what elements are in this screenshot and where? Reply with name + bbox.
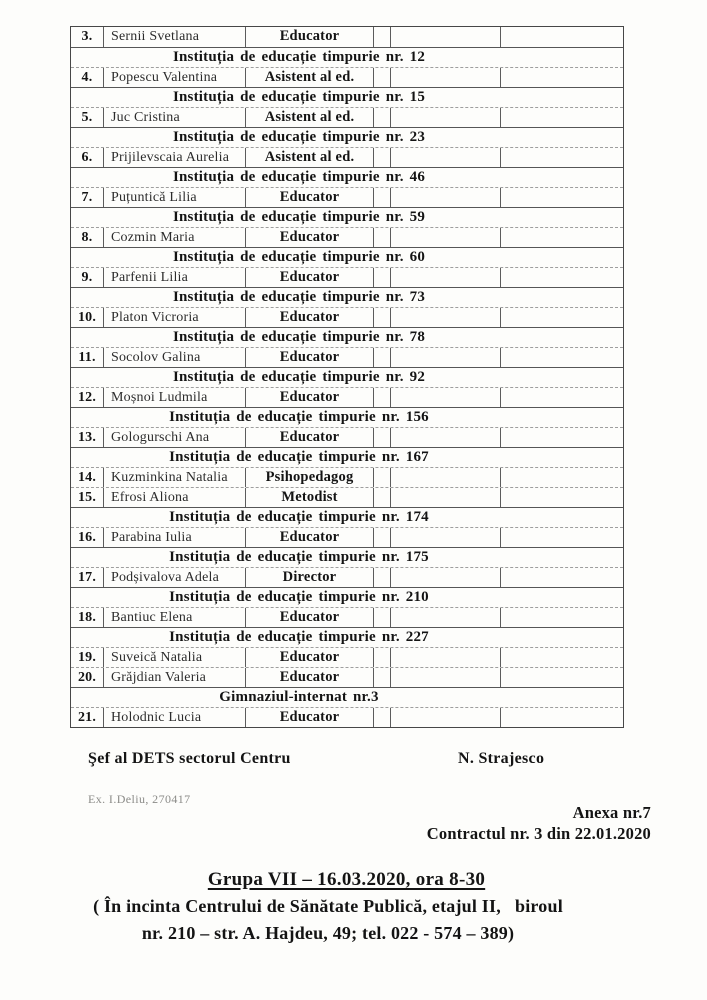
- empty-cell: [501, 468, 623, 487]
- person-position: Educator: [246, 528, 374, 547]
- institution-row: Instituția de educație timpurie nr. 167: [71, 447, 623, 467]
- empty-cell: [374, 708, 391, 727]
- empty-cell: [391, 188, 501, 207]
- empty-cell: [374, 528, 391, 547]
- institution-row: Instituția de educație timpurie nr. 59: [71, 207, 623, 227]
- person-position: Director: [246, 568, 374, 587]
- empty-cell: [391, 668, 501, 687]
- empty-cell: [374, 568, 391, 587]
- empty-cell: [374, 27, 391, 47]
- table-row-person: [71, 147, 623, 167]
- row-number: 12.: [71, 388, 104, 407]
- empty-cell: [391, 228, 501, 247]
- empty-cell: [391, 708, 501, 727]
- row-number: 14.: [71, 468, 104, 487]
- institution-row: Instituția de educație timpurie nr. 78: [71, 327, 623, 347]
- empty-cell: [391, 468, 501, 487]
- empty-cell: [501, 708, 623, 727]
- row-number: 16.: [71, 528, 104, 547]
- empty-cell: [501, 308, 623, 327]
- empty-cell: [501, 608, 623, 627]
- empty-cell: [374, 668, 391, 687]
- empty-cell: [374, 648, 391, 667]
- empty-cell: [391, 648, 501, 667]
- empty-cell: [391, 308, 501, 327]
- empty-cell: [391, 528, 501, 547]
- empty-cell: [374, 188, 391, 207]
- location-line-2: nr. 210 – str. A. Hajdeu, 49; tel. 022 - 574 – 389): [141, 923, 515, 943]
- row-number: 18.: [71, 608, 104, 627]
- person-position: Educator: [246, 27, 374, 47]
- empty-cell: [501, 348, 623, 367]
- empty-cell: [391, 488, 501, 507]
- empty-cell: [501, 528, 623, 547]
- empty-cell: [391, 108, 501, 127]
- empty-cell: [391, 27, 501, 47]
- location-line-1: ( În incinta Centrului de Sănătate Publică, etajul II, biroul: [93, 896, 563, 916]
- institution-row: Instituția de educație timpurie nr. 60: [71, 247, 623, 267]
- row-number: 7.: [71, 188, 104, 207]
- row-number: 19.: [71, 648, 104, 667]
- row-number: 13.: [71, 428, 104, 447]
- institution-row: Instituția de educație timpurie nr. 46: [71, 167, 623, 187]
- empty-cell: [391, 68, 501, 87]
- empty-cell: [374, 148, 391, 167]
- person-position: Educator: [246, 268, 374, 287]
- person-name: Efrosi Aliona: [104, 488, 246, 507]
- empty-cell: [501, 488, 623, 507]
- row-number: 4.: [71, 68, 104, 87]
- empty-cell: [391, 148, 501, 167]
- empty-cell: [501, 148, 623, 167]
- empty-cell: [391, 428, 501, 447]
- empty-cell: [391, 348, 501, 367]
- empty-cell: [374, 308, 391, 327]
- person-name: Popescu Valentina: [104, 68, 246, 87]
- person-position: Educator: [246, 428, 374, 447]
- empty-cell: [501, 268, 623, 287]
- person-position: Educator: [246, 668, 374, 687]
- person-position: Educator: [246, 188, 374, 207]
- empty-cell: [501, 108, 623, 127]
- person-position: Educator: [246, 608, 374, 627]
- row-number: 11.: [71, 348, 104, 367]
- staff-table: [70, 26, 624, 728]
- empty-cell: [374, 388, 391, 407]
- empty-cell: [374, 488, 391, 507]
- row-number: 3.: [71, 27, 104, 47]
- table-row-person: [71, 67, 623, 87]
- person-name: Socolov Galina: [104, 348, 246, 367]
- row-number: 10.: [71, 308, 104, 327]
- empty-cell: [501, 648, 623, 667]
- empty-cell: [391, 268, 501, 287]
- person-position: Educator: [246, 308, 374, 327]
- institution-row: Instituția de educație timpurie nr. 73: [71, 287, 623, 307]
- row-number: 8.: [71, 228, 104, 247]
- person-name: Prijilevscaia Aurelia: [104, 148, 246, 167]
- signature-title: Şef al DETS sectorul Centru: [88, 750, 291, 767]
- empty-cell: [374, 68, 391, 87]
- person-name: Suveică Natalia: [104, 648, 246, 667]
- empty-cell: [501, 68, 623, 87]
- institution-row: Instituția de educație timpurie nr. 23: [71, 127, 623, 147]
- executor-note: Ex. I.Deliu, 270417: [88, 792, 191, 806]
- table-row-person: [71, 467, 623, 487]
- empty-cell: [374, 428, 391, 447]
- empty-cell: [501, 428, 623, 447]
- table-row-person: [71, 347, 623, 367]
- table-row-person: [71, 187, 623, 207]
- table-row-person: [71, 427, 623, 447]
- institution-row: Instituția de educație timpurie nr. 12: [71, 47, 623, 67]
- person-position: Psihopedagog: [246, 468, 374, 487]
- table-row-person: [71, 307, 623, 327]
- annex-block: [427, 802, 651, 844]
- table-row-person: [71, 387, 623, 407]
- person-position: Asistent al ed.: [246, 148, 374, 167]
- empty-cell: [501, 668, 623, 687]
- person-name: Moșnoi Ludmila: [104, 388, 246, 407]
- person-name: Parfenii Lilia: [104, 268, 246, 287]
- empty-cell: [501, 388, 623, 407]
- row-number: 5.: [71, 108, 104, 127]
- group-heading: Grupa VII – 16.03.2020, ora 8-30: [207, 869, 486, 890]
- person-name: Puțuntică Lilia: [104, 188, 246, 207]
- table-row-person: [71, 567, 623, 587]
- institution-row: Instituția de educație timpurie nr. 227: [71, 627, 623, 647]
- annex-label: Anexa nr.7: [572, 803, 651, 822]
- empty-cell: [391, 568, 501, 587]
- person-position: Asistent al ed.: [246, 68, 374, 87]
- table-row-person: [71, 227, 623, 247]
- row-number: 15.: [71, 488, 104, 507]
- empty-cell: [374, 108, 391, 127]
- person-name: Kuzminkina Natalia: [104, 468, 246, 487]
- person-name: Gologurschi Ana: [104, 428, 246, 447]
- table-row-person: [71, 267, 623, 287]
- institution-row: Instituția de educație timpurie nr. 210: [71, 587, 623, 607]
- table-row-person: [71, 647, 623, 667]
- person-name: Platon Vicroria: [104, 308, 246, 327]
- empty-cell: [501, 27, 623, 47]
- institution-row: Instituția de educație timpurie nr. 174: [71, 507, 623, 527]
- empty-cell: [501, 228, 623, 247]
- empty-cell: [374, 348, 391, 367]
- empty-cell: [374, 468, 391, 487]
- table-row-person: [71, 107, 623, 127]
- person-position: Educator: [246, 228, 374, 247]
- empty-cell: [501, 568, 623, 587]
- person-name: Bantiuc Elena: [104, 608, 246, 627]
- person-name: Podșivalova Adela: [104, 568, 246, 587]
- table-row-person: [71, 487, 623, 507]
- person-name: Parabina Iulia: [104, 528, 246, 547]
- empty-cell: [374, 608, 391, 627]
- contract-label: Contractul nr. 3 din 22.01.2020: [426, 824, 651, 843]
- row-number: 17.: [71, 568, 104, 587]
- row-number: 21.: [71, 708, 104, 727]
- person-name: Sernii Svetlana: [104, 27, 246, 47]
- person-position: Asistent al ed.: [246, 108, 374, 127]
- empty-cell: [391, 388, 501, 407]
- table-row-person: [71, 527, 623, 547]
- person-position: Educator: [246, 348, 374, 367]
- row-number: 20.: [71, 668, 104, 687]
- person-name: Juc Cristina: [104, 108, 246, 127]
- person-position: Educator: [246, 648, 374, 667]
- person-position: Educator: [246, 708, 374, 727]
- table-row-person: [71, 707, 623, 727]
- person-position: Metodist: [246, 488, 374, 507]
- row-number: 6.: [71, 148, 104, 167]
- empty-cell: [374, 268, 391, 287]
- institution-row: Gimnaziul-internat nr.3: [71, 687, 623, 707]
- institution-row: Instituția de educație timpurie nr. 156: [71, 407, 623, 427]
- institution-row: Instituția de educație timpurie nr. 15: [71, 87, 623, 107]
- person-name: Holodnic Lucia: [104, 708, 246, 727]
- signature-name: N. Strajesco: [458, 750, 545, 767]
- empty-cell: [391, 608, 501, 627]
- empty-cell: [501, 188, 623, 207]
- table-row-person: [71, 27, 623, 47]
- location-block: [0, 893, 656, 947]
- person-position: Educator: [246, 388, 374, 407]
- empty-cell: [374, 228, 391, 247]
- row-number: 9.: [71, 268, 104, 287]
- institution-row: Instituția de educație timpurie nr. 175: [71, 547, 623, 567]
- institution-row: Instituția de educație timpurie nr. 92: [71, 367, 623, 387]
- person-name: Grăjdian Valeria: [104, 668, 246, 687]
- table-row-person: [71, 607, 623, 627]
- person-name: Cozmin Maria: [104, 228, 246, 247]
- table-row-person: [71, 667, 623, 687]
